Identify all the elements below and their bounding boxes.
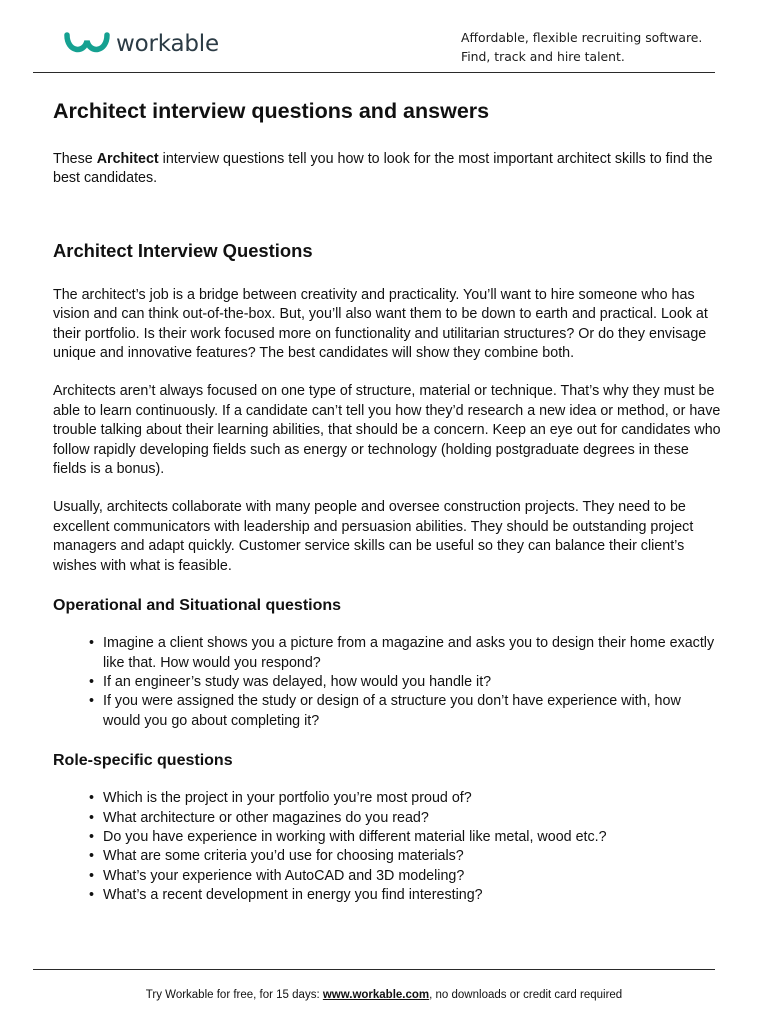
footer-divider <box>33 969 715 970</box>
intro-paragraph <box>53 150 721 189</box>
tagline-line-2: Find, track and hire talent. <box>461 49 625 64</box>
operational-questions-list <box>53 634 721 731</box>
body-paragraph-3: Usually, architects collaborate with many people and oversee construction projects. They need to be excellent communicators with leadership and persuasion abilities. They should be outstanding project managers and adapt quickly. Customer service skills can be useful so they can balance their client’s wishes with what is feasible. <box>53 499 694 574</box>
logo-text: workable <box>116 31 219 57</box>
intro-text-after: interview questions tell you how to look for the most important architect skills to find the best candidates. <box>53 151 713 187</box>
operational-questions-heading: Operational and Situational questions <box>53 597 342 615</box>
intro-text-before: These <box>53 151 97 167</box>
page-title: Architect interview questions and answers <box>53 99 490 123</box>
list-item: • Do you have experience in working with different material like metal, wood etc.? <box>103 828 721 847</box>
section-title: Architect Interview Questions <box>53 239 313 261</box>
header-divider <box>33 72 715 73</box>
workable-logo-icon <box>64 30 110 58</box>
document-body <box>53 96 721 906</box>
page-header <box>0 0 768 74</box>
intro-bold-term: Architect <box>96 151 159 167</box>
list-item: • Which is the project in your portfolio you’re most proud of? <box>103 789 721 808</box>
list-item: • Imagine a client shows you a picture from a magazine and asks you to design their home exactly like that. How would you respond? <box>103 634 721 673</box>
footer-text-after: , no downloads or credit card required <box>429 989 623 1001</box>
footer <box>0 987 768 1003</box>
role-specific-questions-heading: Role-specific questions <box>53 752 233 770</box>
body-paragraph-2: Architects aren’t always focused on one type of structure, material or technique. That’s why they must be able to learn continuously. If a candidate can’t tell you how they’d research a new idea or method, or have trouble talking about their learning abilities, that should be a concern. Keep an eye out for candidates who follow rapidly developing fields such as energy or technology (holding postgraduate degrees in these fields is a bonus). <box>53 383 721 478</box>
list-item: • What are some criteria you’d use for choosing materials? <box>103 847 721 866</box>
list-item: • What’s a recent development in energy you find interesting? <box>103 886 721 905</box>
list-item: • If an engineer’s study was delayed, how would you handle it? <box>103 673 721 692</box>
workable-logo[interactable] <box>64 29 219 59</box>
list-item: • If you were assigned the study or design of a structure you don’t have experience with, how would you go about completing it? <box>103 692 721 731</box>
body-paragraph-1: The architect’s job is a bridge between creativity and practicality. You’ll want to hire someone who has vision and can think out-of-the-box. But, you’ll also want them to be down to earth and practical. Look at their portfolio. Is their work focused more on functionality and utilitarian structures? Or do they envisage unique and innovative features? The best candidates will show they combine both. <box>53 286 708 362</box>
list-item: • What architecture or other magazines do you read? <box>103 809 721 828</box>
tagline <box>461 28 702 66</box>
workable-website-link[interactable]: www.workable.com <box>322 989 430 1001</box>
tagline-line-1: Affordable, flexible recruiting software. <box>461 30 703 45</box>
list-item: • What’s your experience with AutoCAD and 3D modeling? <box>103 867 721 886</box>
footer-text-before: Try Workable for free, for 15 days: <box>145 989 323 1001</box>
role-specific-questions-list <box>53 789 721 905</box>
